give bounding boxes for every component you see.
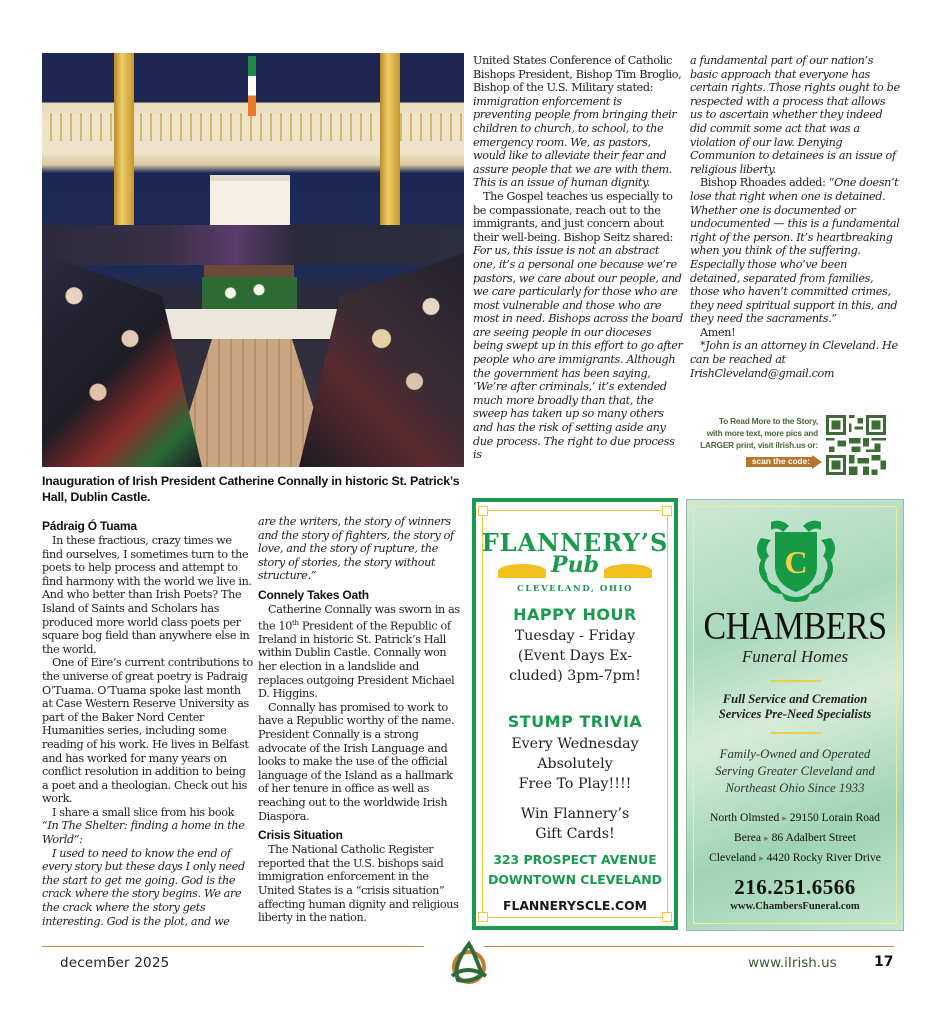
border-corner — [662, 506, 672, 516]
pub-city: CLEVELAND, OHIO — [517, 584, 633, 594]
funeral-home-name: CHAMBERS — [703, 605, 887, 648]
scan-code-arrow: scan the code: — [746, 454, 822, 468]
issue-date: decemƃer 2025 — [60, 955, 170, 971]
footer-website-link[interactable]: www.iIrish.us — [748, 955, 837, 971]
photo-caption: Inauguration of Irish President Catherine Connally in historic St. Patrick’s Hall, Dublin Castle. — [42, 474, 460, 504]
qr-code-icon[interactable] — [825, 415, 887, 475]
location-berea: Berea ▸ 86 Adalbert Street — [734, 831, 856, 844]
separator-icon: ▸ — [782, 813, 787, 823]
pub-script: Pub — [551, 552, 599, 578]
read-more-promo: To Read More to the Story, with more text, more pics and LARGER print, visit iIrish.us or: — [700, 416, 818, 450]
inauguration-photo — [42, 53, 464, 467]
flannerys-pub-ad[interactable] — [472, 498, 678, 930]
author-bio: *John is an attorney in Cleveland. He can be reached at IrishCleveland@gmail.com — [690, 339, 898, 380]
border-corner — [478, 912, 488, 922]
happy-hour-heading: HAPPY HOUR — [513, 605, 637, 624]
phone-number[interactable]: 216.251.6566 — [734, 875, 856, 899]
pub-address: 323 PROSPECT AVENUE DOWNTOWN CLEVELAND — [488, 852, 662, 887]
footer-rule — [484, 946, 894, 947]
paragraph: Bishop Rhoades added: “One doesn’t lose that right when one is detained. Whether one is documented or undocumented — this is a fundamental right of the person. It’s heartbreaking when you think of the suffering. Especially those who’ve been detained, separated from families, those who haven’t committed crimes, they need spiritual support in this, and they need the sacraments.” — [690, 176, 900, 326]
trivia-details: Every Wednesday Absolutely Free To Play!!!! — [511, 736, 639, 792]
footer-rule — [42, 946, 424, 947]
location-cleveland: Cleveland ▸ 4420 Rocky River Drive — [709, 851, 881, 864]
location-north-olmsted: North Olmsted ▸ 29150 Lorain Road — [710, 811, 880, 824]
stage — [162, 309, 342, 339]
article-column-3 — [473, 54, 683, 462]
section-heading: Connely Takes Oath — [258, 587, 369, 602]
chambers-website-link[interactable]: www.ChambersFuneral.com — [730, 901, 860, 912]
crest-icon — [751, 518, 841, 602]
border-corner — [478, 506, 488, 516]
gold-pillar — [114, 53, 134, 248]
separator-icon: ▸ — [759, 853, 764, 863]
paragraph: United States Conference of Catholic Bishops President, Bishop Tim Broglio, Bishop of the U.S. Military stated: immigration enforcement is preventing people from bringing their children to church, to school, to the emergency room. We, as pastors, would like to alleviate their fear and assure people that we are with them. This is an issue of human dignity. — [473, 54, 682, 190]
paragraph: In these fractious, crazy times we find ourselves, I sometimes turn to the poets to help process and attempt to find harmony with the world we live in. And who better than Irish Poets? The Island of Saints and Scholars has produced more world class poets per square bog field than anywhere else in the world. — [42, 534, 252, 656]
poem-quote-continued: are the writers, the story of winners and the story of fighters, the story of love, and the story of rupture, the story of stories, the story without structure.” — [258, 515, 454, 583]
balcony-trim — [42, 113, 464, 141]
svg-text:C: C — [784, 544, 808, 580]
funeral-home-subtitle: Funeral Homes — [741, 647, 849, 666]
signing-table — [204, 265, 294, 277]
services-text: Full Service and Cremation Services Pre-Need Specialists — [718, 692, 872, 721]
dignitaries-row — [42, 225, 464, 265]
separator-icon: ▸ — [764, 833, 769, 843]
article-column-1 — [42, 519, 254, 928]
poem-quote: I used to need to know the end of every story but these days I only need the start to get me going. God is the crack where the story begins. We are the crack where the story gets interesting. God is the plot, and we — [42, 846, 245, 928]
flower-arrangement — [202, 277, 297, 309]
paragraph: a fundamental part of our nation’s basic approach that everyone has certain rights. Those rights ought to be respected with a process that allows us to ascertain whether they indeed did commit some act that was a violation of our law. Denying Communion to detainees is an issue of religious liberty. — [690, 54, 900, 176]
section-heading: Crisis Situation — [258, 828, 343, 843]
article-column-2 — [258, 515, 464, 925]
gold-swash — [771, 680, 821, 682]
paragraph: Amen! — [700, 325, 736, 339]
trivia-heading: STUMP TRIVIA — [507, 712, 643, 731]
happy-hour-details: Tuesday - Friday (Event Days Ex- cluded) 3pm-7pm! — [509, 628, 641, 684]
gold-swash — [771, 732, 821, 734]
paragraph: Catherine Connally was sworn in as the 10th President of the Republic of Ireland in historic St. Patrick’s Hall within Dublin Castle. Connally won her election in a landslide and replaces outgoing President Michael D. Higgins. — [258, 602, 460, 701]
paragraph: The National Catholic Register reported that the U.S. bishops said immigration enforcement in the United States is a “crisis situation” affecting human dignity and religious liberty in the nation. — [258, 843, 459, 925]
border-corner — [662, 912, 672, 922]
page-number: 17 — [874, 954, 894, 970]
gold-pillar — [380, 53, 400, 248]
pub-name: FLANNERY’S — [481, 528, 669, 557]
pub-website-link[interactable]: FLANNERYSCLE.COM — [502, 898, 648, 913]
paragraph: The Gospel teaches us especially to be compassionate, reach out to the immigrants, and just concern about their well-being. Bishop Seitz shared: For us, this issue is not an abstract one, it’s a personal one because we’re pastors, we care about our people, and we care particularly for those who are most vulnerable and those who are most in need. Bishops across the board are seeing people in our dioceses being swept up in this effort to go after people who are immigrants. Although the government has been saying, ‘We’re after criminals,’ it’s extended much more broadly than that, the sweep has taken up so many others and has the risk of setting aside any due process. The right to due process is — [473, 189, 683, 462]
paragraph: Connally has promised to work to have a Republic worthy of the name. President Connally is a strong advocate of the Irish Language and looks to make the use of the official language of the Island as a hallmark of her tenure in office as well as reaching out to the worldwide Irish Diaspora. — [258, 700, 455, 823]
paragraph: One of Eire’s current contributions to the universe of great poetry is Padraig O’Tuama. O’Tuama spoke last month at Case Western Reserve University as part of the Baker Nord Center Humanities series, including some reading of his work. He lives in Belfast and has worked for many years on conflict resolution in addition to being a poet and a theologian. Check out his work. — [42, 656, 253, 806]
about-text: Family-Owned and Operated Serving Greater Cleveland and Northeast Ohio Since 1933 — [715, 747, 875, 795]
paragraph: I share a small slice from his book — [52, 805, 235, 819]
trinity-knot-icon — [444, 938, 494, 988]
section-heading: Pádraig Ó Tuama — [42, 519, 137, 533]
chambers-funeral-ad[interactable] — [686, 499, 904, 931]
gift-card-promo: Win Flannery’s Gift Cards! — [520, 806, 630, 842]
book-title: “In The Shelter: finding a home in the World”: — [42, 819, 245, 847]
irish-flag — [248, 56, 256, 116]
article-column-4 — [690, 54, 900, 380]
